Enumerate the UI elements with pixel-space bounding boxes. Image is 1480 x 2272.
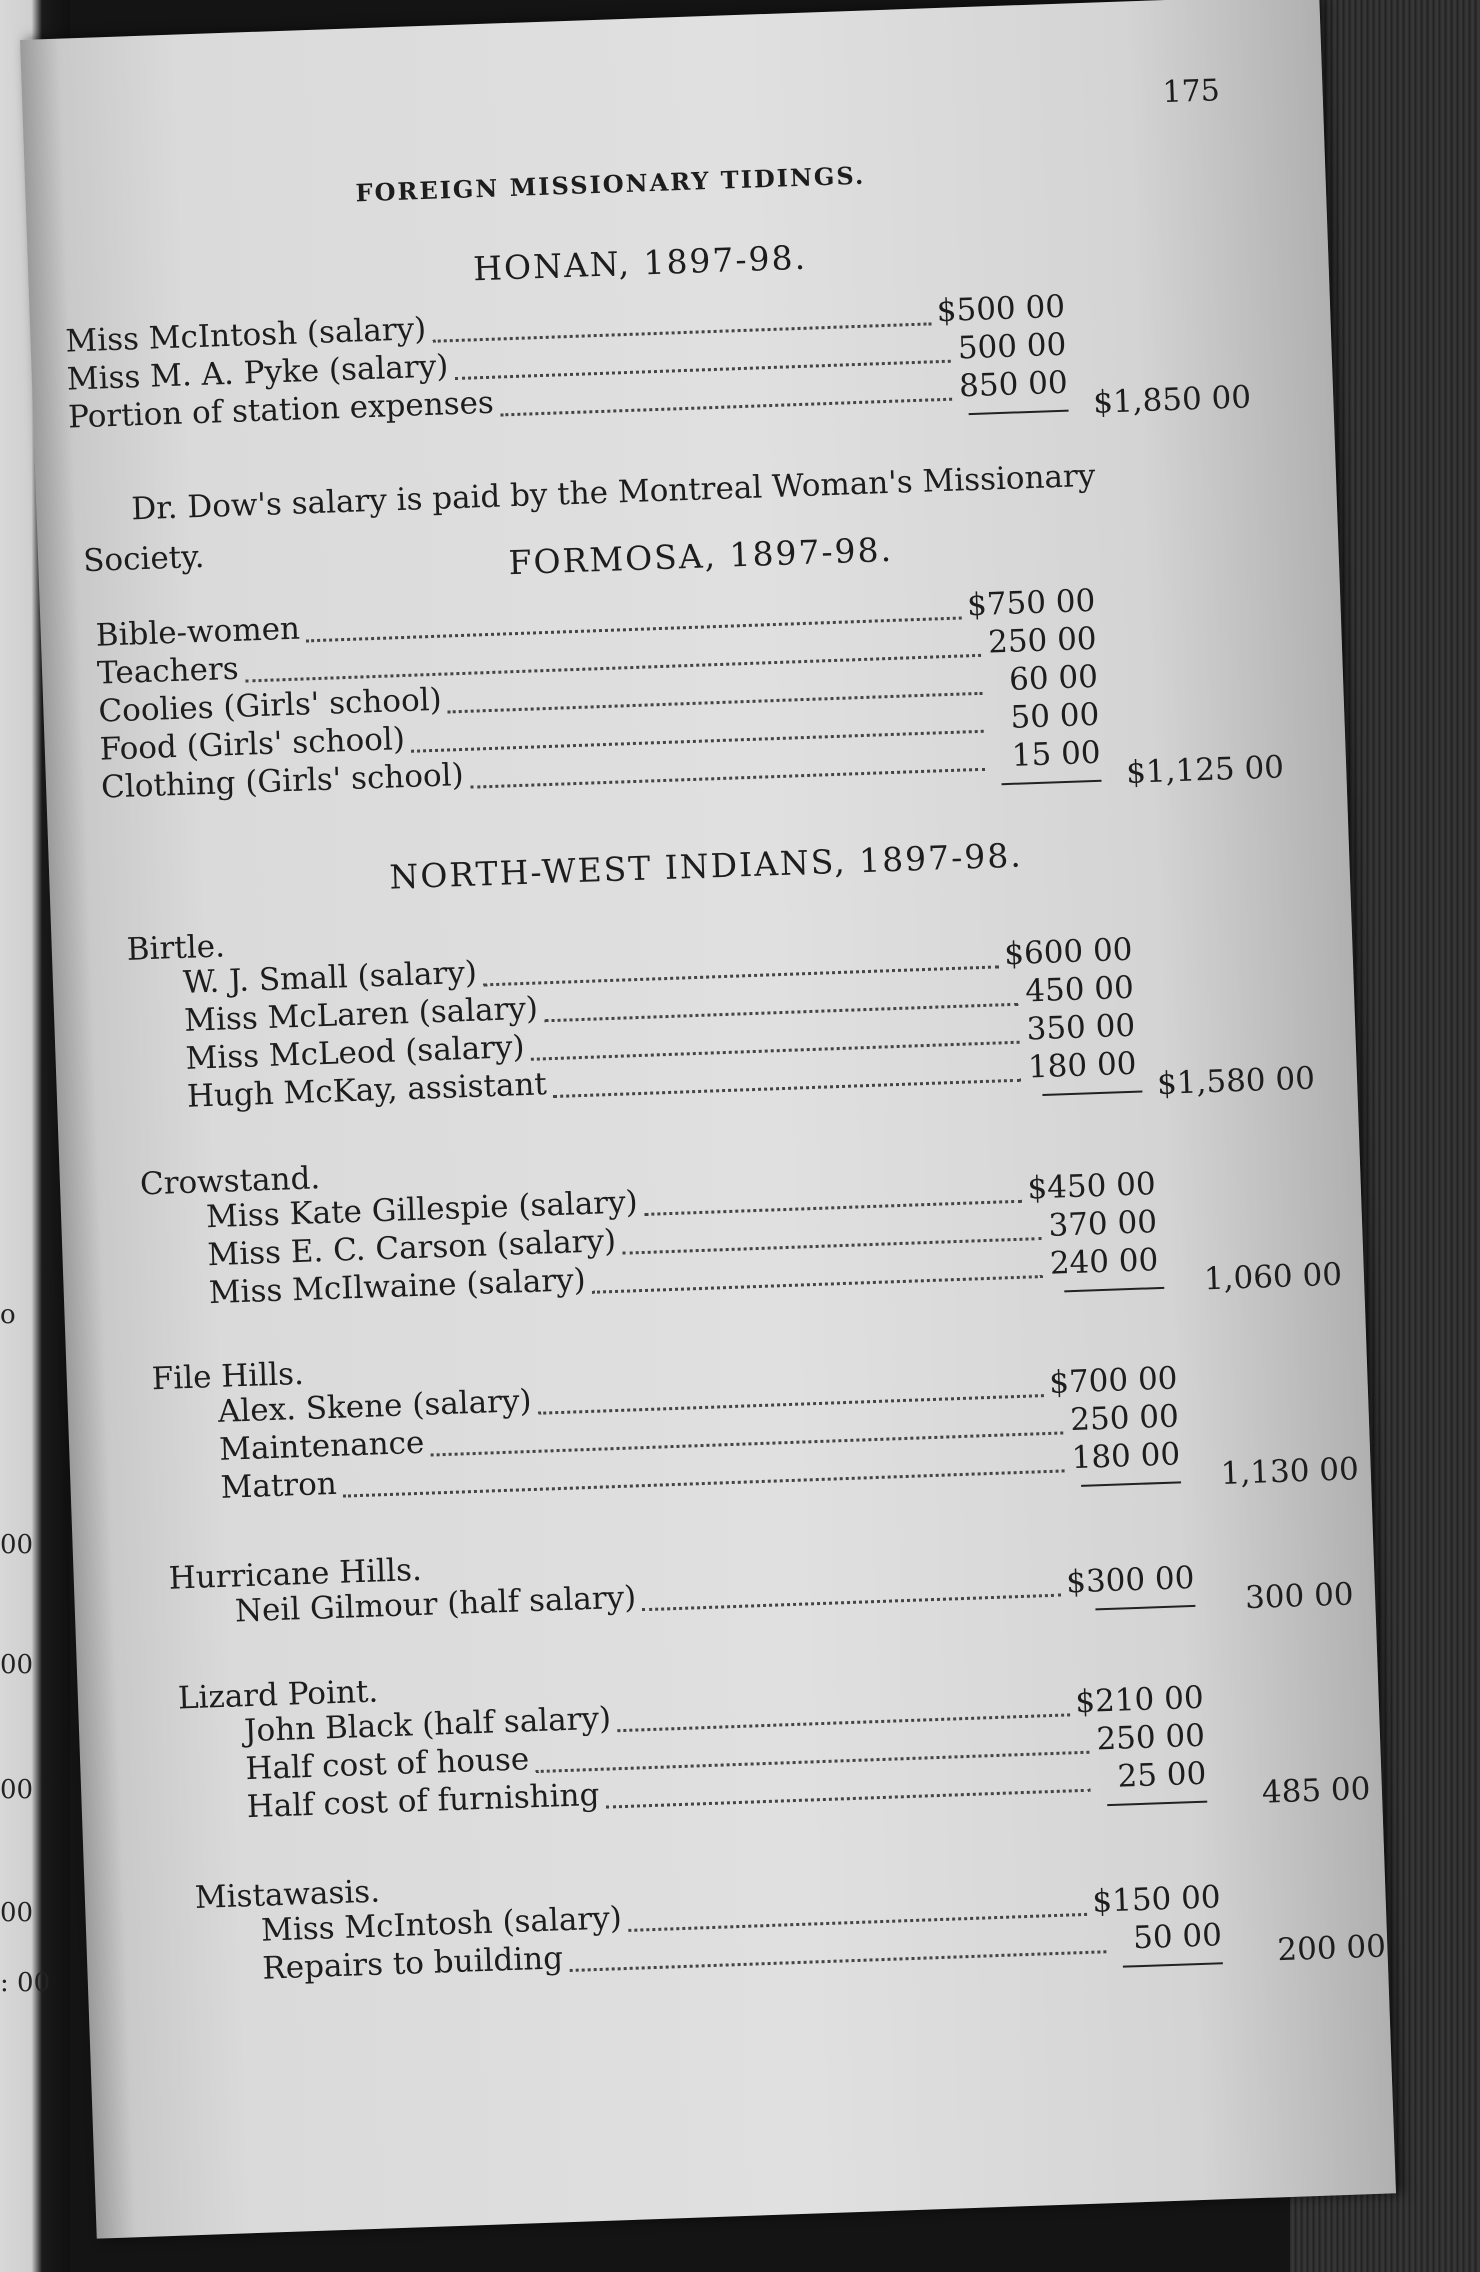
item-label: Half cost of house [244,1741,530,1788]
item-label: Miss McIntosh (salary) [260,1900,623,1949]
item-amount: $150 00 [1091,1879,1222,1920]
item-label: Alex. Skene (salary) [217,1382,533,1430]
station-total: 1,130 00 [1220,1451,1360,1492]
item-label: Clothing (Girls' school) [100,756,465,806]
station-name: Birtle. [126,928,226,968]
item-amount: $300 00 [1065,1559,1196,1601]
item-label: Hugh McKay, assistant [186,1066,548,1115]
leader-dots [642,1583,1061,1611]
leader-dots [500,387,952,416]
item-label: Matron [220,1465,338,1506]
note-text: Dr. Dow's salary is paid by the Montreal Woman's Missionary [130,457,1096,528]
station-name: Crowstand. [139,1160,321,1203]
station-total: 300 00 [1244,1576,1355,1617]
item-amount: 250 00 [987,620,1098,661]
leader-dots [470,757,985,788]
section-title-nwi: NORTH-WEST INDIANS, 1897-98. [388,835,1024,897]
left-page-fragment: : 00 [0,1968,51,1998]
item-label: Bible-women [95,610,301,654]
item-amount: $600 00 [1003,931,1134,973]
page-number: 175 [1161,73,1221,111]
item-label: Half cost of furnishing [246,1776,600,1826]
subtotal-rule [1042,1090,1142,1095]
station-total: 485 00 [1261,1770,1371,1811]
item-amount: $210 00 [1074,1679,1205,1721]
item-amount: 180 00 [1027,1045,1138,1086]
leader-dots [605,1778,1090,1808]
item-amount: $750 00 [966,582,1096,624]
station-name: File Hills. [151,1355,305,1398]
item-amount: $500 00 [936,288,1066,330]
station-name: Mistawasis. [194,1873,381,1917]
section-total: $1,850 00 [1092,379,1252,421]
station-total: 1,060 00 [1203,1256,1343,1298]
item-amount: 50 00 [1132,1917,1223,1957]
station-total: $1,580 00 [1156,1060,1316,1102]
item-amount: 50 00 [1009,696,1100,736]
leader-dots [592,1265,1043,1294]
item-label: W. J. Small (salary) [182,954,478,1001]
item-amount: 450 00 [1024,969,1135,1010]
subtotal-rule [1081,1481,1181,1486]
subtotal-rule [969,410,1069,415]
item-label: Miss Kate Gillespie (salary) [205,1184,639,1236]
left-page-fragment: 00 [0,1530,34,1560]
running-head: FOREIGN MISSIONARY TIDINGS. [355,160,866,208]
item-amount: 850 00 [958,364,1069,405]
item-label: Miss McIlwaine (salary) [208,1262,587,1312]
station-total: 200 00 [1276,1928,1387,1969]
left-page-fragment: 00 [0,1650,34,1680]
item-amount: 240 00 [1049,1242,1159,1282]
item-label: Miss McIntosh (salary) [64,311,427,360]
subtotal-rule [1123,1962,1223,1967]
leader-dots [569,1940,1106,1972]
item-label: Miss McLaren (salary) [183,990,539,1039]
item-label: Food (Girls' school) [99,721,406,768]
item-amount: 370 00 [1047,1204,1158,1244]
section-total: $1,125 00 [1125,749,1285,791]
subtotal-rule [1107,1801,1207,1806]
station-name: Hurricane Hills. [168,1551,423,1597]
item-label: Teachers [96,650,240,692]
item-amount: $450 00 [1026,1166,1157,1207]
subtotal-rule [1095,1605,1195,1610]
item-amount: 250 00 [1069,1398,1180,1439]
item-label: John Black (half salary) [243,1700,612,1750]
left-page-fragment: 00 [0,1775,34,1805]
item-amount: 60 00 [1008,658,1099,698]
section-title-honan: HONAN, 1897-98. [472,237,808,289]
item-amount: 25 00 [1116,1755,1207,1795]
item-label: Repairs to building [261,1940,564,1987]
item-label: Miss E. C. Carson (salary) [206,1222,617,1274]
section-title-formosa: FORMOSA, 1897-98. [507,529,894,583]
item-amount: 250 00 [1095,1717,1206,1758]
subtotal-rule [1064,1287,1164,1292]
item-label: Miss M. A. Pyke (salary) [66,348,449,398]
station-name: Lizard Point. [177,1673,379,1717]
left-page-fragment: o [0,1300,16,1330]
item-label: Coolies (Girls' school) [97,681,443,730]
document-page [20,0,1396,2239]
item-label: Maintenance [218,1424,425,1468]
left-page-fragment: 00 [0,1898,34,1928]
item-amount: 350 00 [1026,1007,1136,1048]
note-text: Society. [82,538,206,580]
subtotal-rule [1002,780,1102,785]
item-label: Neil Gilmour (half salary) [234,1579,637,1630]
item-amount: $700 00 [1048,1360,1179,1401]
item-amount: 15 00 [1011,734,1102,774]
leader-dots [553,1068,1021,1097]
leader-dots [343,1459,1065,1497]
item-label: Portion of station expenses [67,384,495,436]
item-label: Miss McLeod (salary) [185,1029,526,1077]
item-amount: 180 00 [1071,1436,1181,1477]
item-amount: 500 00 [957,326,1067,367]
